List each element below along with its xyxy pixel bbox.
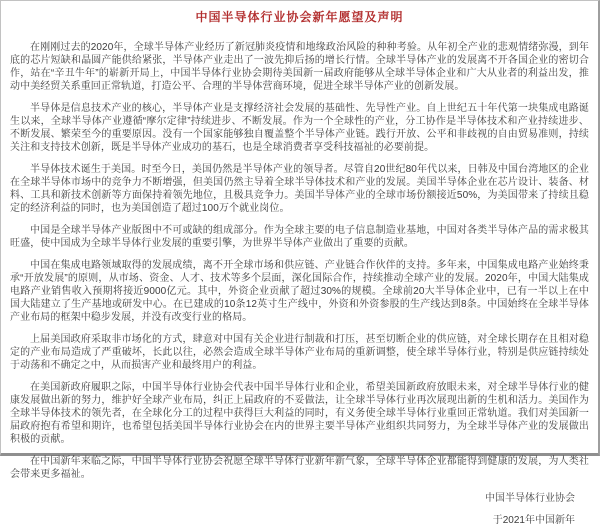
paragraph: 半导体技术诞生于美国。时至今日，美国仍然是半导体产业的领导者。尽管自20世纪80年代以来，日韩及中国台湾地区的企业在全球半导体市场中的竞争力不断增强，但美国仍然主导着全球半导体技术和产业的发展。美国半导体企业在芯片设计、装备、材料、工具和新技术创新等方面保持着领先地位，且极具竞争力。美国半导体产业的全球市场份额接近50%，为美国带来了持续且稳定的经济利益的同时，也为美国创造了超过100万个就业岗位。 [10, 164, 589, 214]
paragraph: 在刚刚过去的2020年，全球半导体产业经历了新冠肺炎疫情和地缘政治风险的种种考验。从年初全产业的悲观情绪弥漫，到年底的芯片短缺和晶圆产能供给紧张，半导体产业走出了一波先抑后扬的增长行情。全球半导体产业的发展离不开各国企业的密切合作，站在“辛丑牛年”的崭新开局上，中国半导体行业协会期待美国新一届政府能够从全球半导体企业和广大从业者的利益出发，推动中美经贸关系重回正常轨道，打造公平、合理的半导体营商环境，促进全球半导体产业的创新发展。 [10, 42, 589, 92]
signature-block [10, 492, 589, 527]
document-body [10, 41, 589, 481]
signature-organization: 中国半导体行业协会 [485, 493, 575, 504]
paragraph: 中国是全球半导体产业版图中不可或缺的组成部分。作为全球主要的电子信息制造业基地，中国对各类半导体产品的需求极其旺盛，使中国成为全球半导体行业发展的重要引擎，为世界半导体产业做出了重要的贡献。 [10, 225, 589, 249]
paragraph: 半导体是信息技术产业的核心，半导体产业是支撑经济社会发展的基础性、先导性产业。自上世纪五十年代第一块集成电路诞生以来，全球半导体产业遵循“摩尔定律”持续进步、不断发展。作为一个全球性的产业，分工协作是半导体技术和产业持续进步、不断发展、繁荣至今的重要原因。没有一个国家能够独自覆盖整个半导体产业链。践行开放、公平和非歧视的自由贸易准则，持续关注和支持技术创新，既是半导体产业成功的基石，也是全球消费者享受科技福祉的必要前提。 [10, 103, 589, 153]
paragraph: 中国在集成电路领域取得的发展成绩，离不开全球市场和供应链、产业链合作伙伴的支持。多年来，中国集成电路产业始终秉承“开放发展”的原则，从市场、资金、人才、技术等多个层面，深化国际合作，持续推动全球产业的发展。2020年，中国大陆集成电路产业销售收入预期将接近9000亿元。其中，外资企业贡献了超过30%的规模。全球前20大半导体企业中，已有一半以上在中国大陆建立了生产基地或研发中心。在已建成的10条12英寸生产线中，外资和外资参股的生产线达到8条。中国始终在全球半导体产业布局的框架中稳步发展，并没有改变行业的格局。 [10, 260, 589, 323]
paragraph: 在美国新政府履职之际，中国半导体行业协会代表中国半导体行业和企业，希望美国新政府放眼未来，对全球半导体行业的健康发展做出新的努力，维护好全球产业布局，纠正上届政府的不妥做法，让全球半导体行业再次展现出新的生机和活力。美国作为全球半导体技术的领先者，在全球化分工的过程中获得巨大利益的同时，有义务使全球半导体行业重回正常轨道。我们对美国新一届政府抱有希望和期许，也希望包括美国半导体行业协会在内的世界主要半导体产业组织共同努力，为全球半导体产业的发展做出积极的贡献。 [10, 382, 589, 445]
paragraph: 在中国新年来临之际，中国半导体行业协会祝愿全球半导体行业新年新气象，全球半导体企业都能得到健康的发展，为人类社会带来更多福祉。 [10, 456, 589, 480]
paragraph: 上届美国政府采取非市场化的方式，肆意对中国有关企业进行制裁和打压，甚至切断企业的供应链，对全球长期存在且相对稳定的产业布局造成了严重破坏，长此以往，必然会造成全球半导体产业布局的重新调整，使全球半导体行业，特别是供应链持续处于动荡和不确定之中，从而损害产业和最终用户的利益。 [10, 334, 589, 371]
signature-date: 于2021年中国新年 [492, 515, 575, 526]
page-title: 中国半导体行业协会新年愿望及声明 [195, 10, 404, 24]
